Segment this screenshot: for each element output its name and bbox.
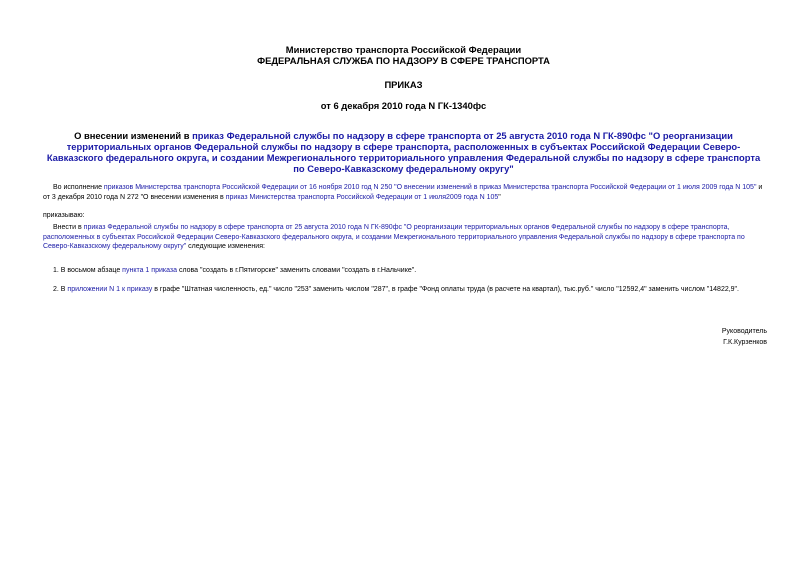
item1-text-1: 1. В восьмом абзаце — [53, 267, 123, 274]
item2-appendix-link[interactable]: приложении N 1 к приказу — [67, 286, 153, 293]
intro-text-3: " — [498, 193, 501, 201]
list-item — [53, 285, 763, 295]
subject-order-link[interactable]: приказ Федеральной службы по надзору в сфере транспорта от 25 августа 2010 года N ГК-890фс "О реорганизации территориальных органов Федеральной службы по надзору в сфере транспорта, расположенных в субъектах Российской Федерации Северо-Кавказского федерального округа, и создании Межрегионального территориального управления Федеральной службы по надзору в сфере транспорта по Северо-Кавказскому федеральному округу" — [46, 130, 761, 174]
document-subject — [44, 130, 763, 174]
main-order-link[interactable]: приказ Федеральной службы по надзору в сфере транспорта от 25 августа 2010 года N ГК-890фс "О реорганизации территориальных органов Федеральной службы по надзору в сфере транспорта, расположенных в субъектах Российской Федерации Северо-Кавказского федерального округа, и создании Межрегионального территориального управления Федеральной службы по надзору в сфере транспорта по Северо-Кавказскому федеральному округу" — [43, 224, 745, 250]
main-text-1: Внести в — [53, 224, 84, 231]
signature-block — [722, 327, 767, 348]
item2-text-2: в графе "Штатная численность, ед." число "253" заменить числом "287", в графе "Фонд оплаты труда (в расчете на квартал), тыс.руб." число "12592,4" заменить числом "14822,9". — [152, 286, 739, 293]
item1-text-2: слова "создать в г.Пятигорске" заменить словами "создать в г.Нальчике". — [177, 267, 417, 274]
signatory-title: Руководитель — [721, 328, 767, 335]
list-item — [53, 266, 763, 276]
item1-point-link[interactable]: пункта 1 приказа — [122, 267, 177, 274]
subject-prefix: О внесении изменений в — [74, 130, 193, 141]
signatory-name: Г.К.Курзенков — [723, 338, 767, 346]
document-header — [0, 44, 807, 66]
order-word: приказываю: — [43, 212, 85, 219]
item2-text-1: 2. В — [53, 286, 68, 293]
intro-text-1: Во исполнение — [53, 184, 104, 191]
document-type: ПРИКАЗ — [384, 79, 423, 90]
intro-order-105-link[interactable]: приказ Министерства транспорта Российской Федерации от 1 июля2009 года N 105 — [225, 193, 499, 201]
intro-orders-link[interactable]: приказов Министерства транспорта Российской Федерации от 16 ноября 2010 год N 250 "О внесении изменений в приказ Министерства транспорта Российской Федерации от 1 июля 2009 года N 105" — [103, 184, 757, 191]
intro-paragraph — [43, 183, 763, 202]
intro-text-2: и от 3 декабря 2010 года N 272 "О внесении изменения в — [43, 184, 763, 201]
ministry-name: Министерство транспорта Российской Федерации — [285, 44, 522, 55]
main-text-2: следующие изменения: — [186, 243, 265, 250]
service-name: ФЕДЕРАЛЬНАЯ СЛУЖБА ПО НАДЗОРУ В СФЕРЕ ТРАНСПОРТА — [257, 55, 550, 66]
document-date-number: от 6 декабря 2010 года N ГК-1340фс — [320, 100, 487, 111]
main-paragraph — [43, 223, 763, 252]
